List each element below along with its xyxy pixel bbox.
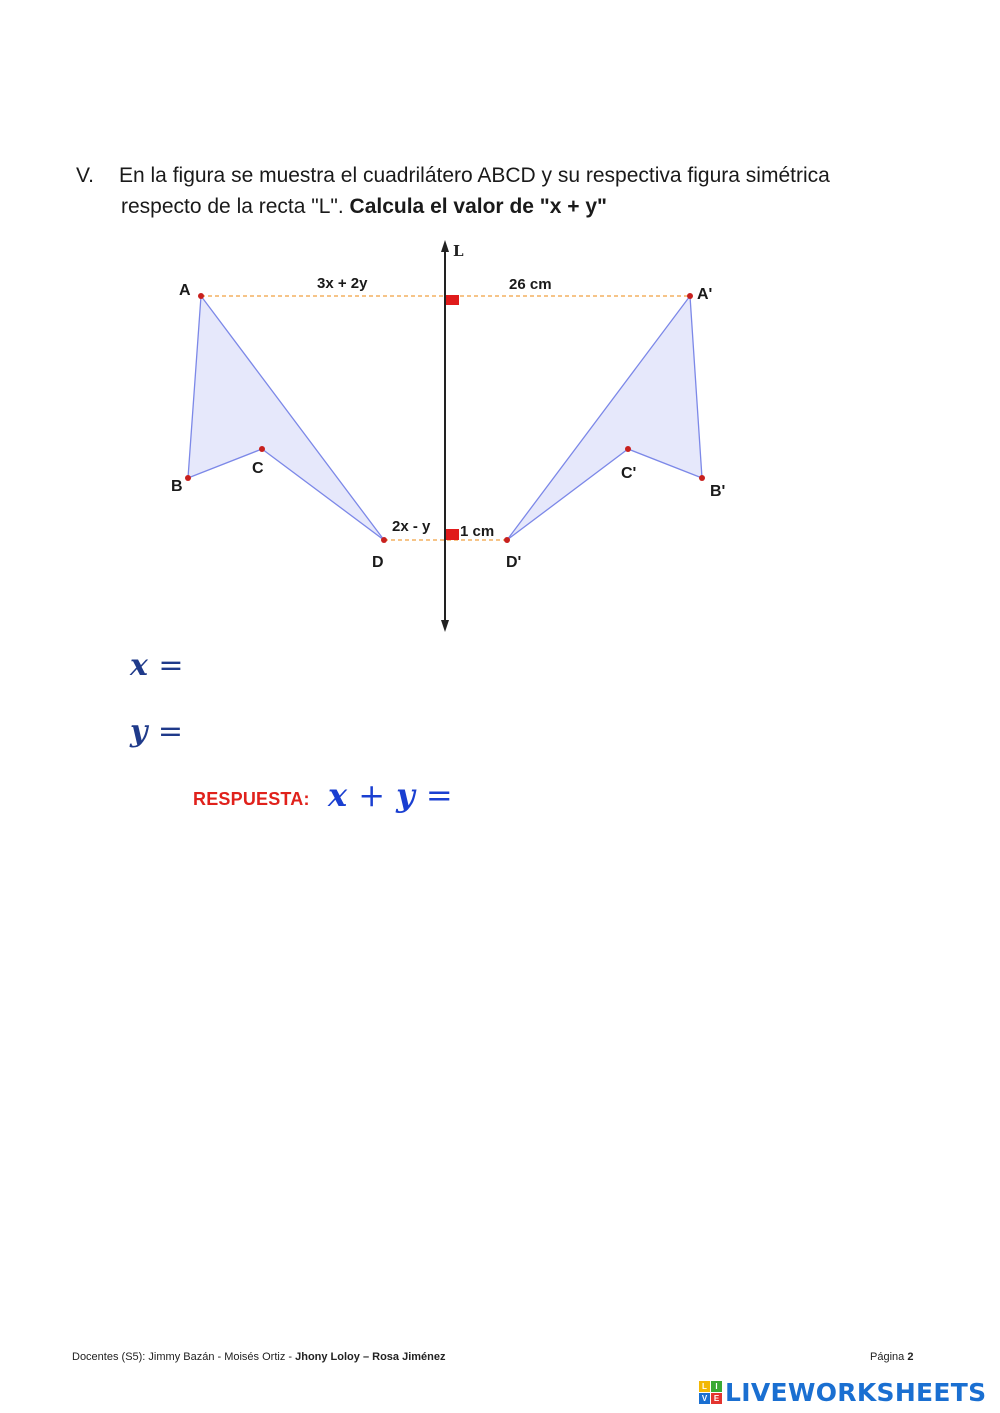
y-variable: y bbox=[130, 714, 148, 749]
label-D: D bbox=[372, 554, 384, 571]
axis-arrow-up bbox=[441, 240, 449, 252]
label-C-prime: C' bbox=[621, 465, 637, 482]
quadrilateral-ABCD-prime bbox=[507, 296, 702, 540]
sum-plus-sign: + bbox=[358, 776, 386, 814]
footer-teachers-bold: Jhony Loloy – Rosa Jiménez bbox=[295, 1351, 446, 1363]
footer-page-number: 2 bbox=[907, 1351, 914, 1363]
point-D-prime bbox=[504, 537, 510, 543]
right-angle-marker-bottom bbox=[446, 529, 459, 540]
label-D-prime: D' bbox=[506, 554, 522, 571]
sum-y-variable: y bbox=[396, 776, 415, 814]
label-C: C bbox=[252, 460, 264, 477]
question-text-bold: Calcula el valor de "x + y" bbox=[349, 195, 607, 218]
question-number: V. bbox=[76, 164, 94, 187]
footer-teachers-plain: Docentes (S5): Jimmy Bazán - Moisés Ortiz - bbox=[72, 1351, 296, 1363]
footer-page bbox=[870, 1351, 913, 1363]
point-C bbox=[259, 446, 265, 452]
liveworksheets-logo[interactable] bbox=[699, 1378, 986, 1407]
y-equals-sign: = bbox=[157, 714, 184, 749]
label-A: A bbox=[179, 282, 191, 299]
label-B-prime: B' bbox=[710, 483, 726, 500]
footer-page-label: Página bbox=[870, 1351, 908, 1363]
label-A-prime: A' bbox=[697, 286, 713, 303]
logo-tile-e: E bbox=[711, 1393, 722, 1404]
point-A-prime bbox=[687, 293, 693, 299]
distance-label-top-right: 26 cm bbox=[509, 276, 552, 293]
y-answer-line[interactable] bbox=[130, 714, 183, 749]
distance-label-top-left: 3x + 2y bbox=[317, 275, 368, 292]
right-angle-marker-top bbox=[446, 295, 459, 305]
x-equals-sign: = bbox=[158, 648, 184, 683]
axis-arrow-down bbox=[441, 620, 449, 632]
logo-tile-l: L bbox=[699, 1381, 710, 1392]
liveworksheets-icon bbox=[699, 1381, 722, 1404]
liveworksheets-text: LIVEWORKSHEETS bbox=[725, 1378, 987, 1407]
point-C-prime bbox=[625, 446, 631, 452]
distance-label-bottom-right: 1 cm bbox=[460, 523, 495, 540]
footer-teachers bbox=[72, 1351, 445, 1363]
logo-tile-i: I bbox=[711, 1381, 722, 1392]
axis-label: L bbox=[453, 242, 464, 260]
sum-equals-sign: = bbox=[425, 776, 453, 814]
label-B: B bbox=[171, 478, 183, 495]
point-D bbox=[381, 537, 387, 543]
logo-tile-v: V bbox=[699, 1393, 710, 1404]
x-variable: x bbox=[130, 648, 148, 683]
quadrilateral-ABCD bbox=[188, 296, 384, 540]
point-B-prime bbox=[699, 475, 705, 481]
sum-x-variable: x bbox=[328, 776, 348, 814]
respuesta-label: RESPUESTA: bbox=[193, 789, 310, 809]
point-A bbox=[198, 293, 204, 299]
x-answer-line[interactable] bbox=[130, 648, 183, 683]
question-text-plain: respecto de la recta "L". bbox=[121, 195, 350, 218]
distance-label-bottom-left: 2x - y bbox=[392, 518, 431, 535]
sum-answer-line[interactable] bbox=[328, 776, 453, 814]
question-text-line1: En la figura se muestra el cuadrilátero ABCD y su respectiva figura simétrica bbox=[119, 164, 830, 187]
point-B bbox=[185, 475, 191, 481]
